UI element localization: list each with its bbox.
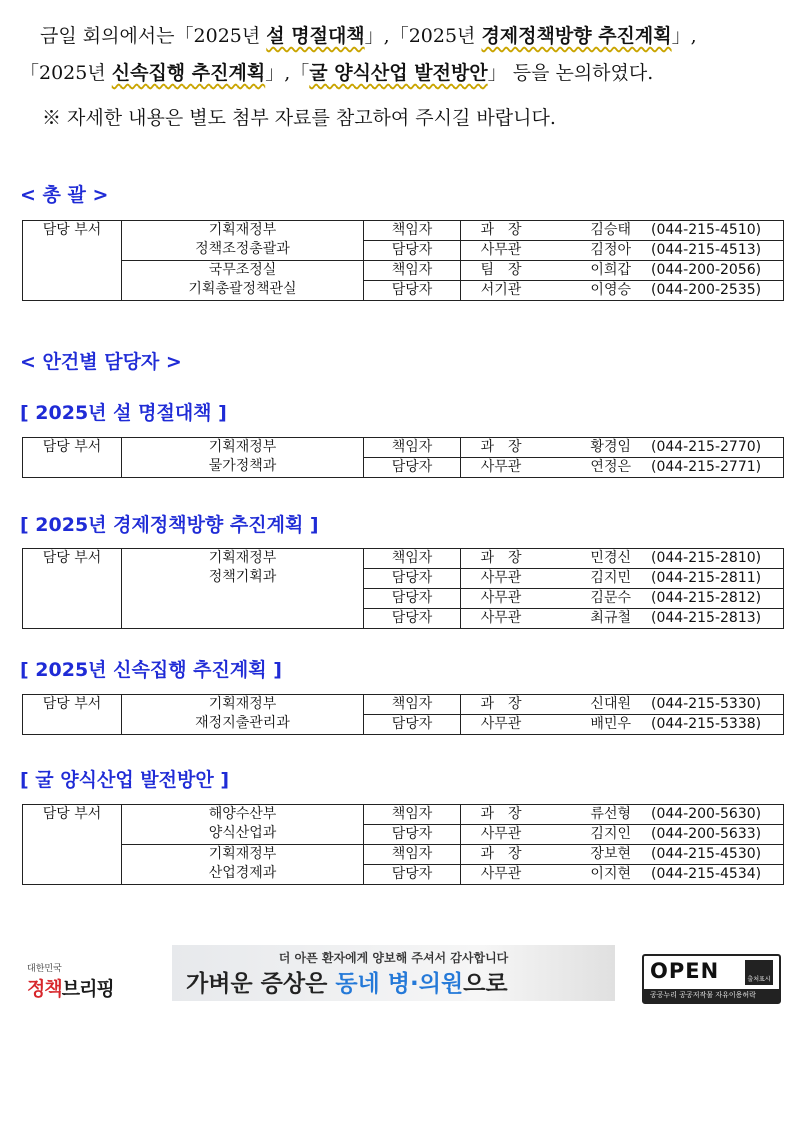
title: 사무관: [480, 570, 522, 586]
text: 」,「: [265, 62, 310, 84]
phone: (044-215-4530): [651, 846, 762, 862]
attribution-label: 출처표시: [747, 976, 771, 983]
agenda-1: 설 명절대책: [266, 25, 365, 47]
banner-subtitle: 더 아픈 환자에게 양보해 주셔서 감사합니다: [278, 951, 509, 965]
title: 팀 장: [480, 262, 522, 278]
phone: (044-215-2813): [651, 610, 762, 626]
phone: (044-215-2771): [651, 459, 762, 475]
heading-section-2: [ 2025년 경제정책방향 추진계획 ]: [20, 514, 319, 536]
phone: (044-215-4510): [651, 222, 762, 238]
name: 이희갑: [590, 262, 631, 278]
text: 「2025년: [20, 62, 112, 84]
title: 과 장: [480, 439, 522, 455]
phone: (044-215-4534): [651, 866, 762, 882]
org-name: 해양수산부: [208, 806, 277, 822]
name: 김문수: [590, 590, 631, 606]
text: 」,: [671, 25, 697, 47]
name: 배민우: [590, 716, 631, 732]
name: 김승태: [590, 222, 631, 238]
title: 사무관: [480, 590, 522, 606]
org-name: 기획재정부: [208, 439, 277, 455]
org-unit: 정책조정총괄과: [195, 241, 290, 257]
title: 과 장: [480, 550, 522, 566]
phone: (044-200-5630): [651, 806, 762, 822]
org-unit: 물가정책과: [208, 458, 277, 474]
title: 사무관: [480, 716, 522, 732]
dept-label: 담당 부서: [23, 438, 122, 478]
overview-table: [22, 220, 784, 301]
title: 사무관: [480, 610, 522, 626]
agenda-4: 굴 양식산업 발전방안: [309, 62, 488, 84]
text: 」,「2025년: [364, 25, 482, 47]
attribution-icon: [745, 960, 773, 985]
role: 담당자: [364, 241, 461, 261]
title: 사무관: [480, 866, 522, 882]
name: 김지인: [590, 826, 631, 842]
contact: [461, 865, 784, 885]
note: ※ 자세한 내용은 별도 첨부 자료를 참고하여 주시길 바랍니다.: [42, 107, 556, 129]
banner-text-c: 으로: [463, 971, 508, 997]
phone: (044-215-5338): [651, 716, 762, 732]
banner-text-b: 동네 병·의원: [335, 971, 464, 997]
role: 담당자: [364, 281, 461, 301]
table-section-2: [22, 548, 784, 629]
table-section-4: [22, 804, 784, 885]
title: 과 장: [480, 846, 522, 862]
dept-label: 담당 부서: [23, 221, 122, 301]
contact: [461, 281, 784, 301]
campaign-banner[interactable]: [172, 945, 615, 1001]
org-cell: [122, 221, 364, 261]
table-section-1: [22, 437, 784, 478]
role: 담당자: [364, 589, 461, 609]
contact: [461, 438, 784, 458]
dept-label: 담당 부서: [23, 695, 122, 735]
intro-line-2: [20, 55, 790, 92]
role: 담당자: [364, 569, 461, 589]
role: 책임자: [364, 261, 461, 281]
phone: (044-215-2810): [651, 550, 762, 566]
logo-small-text: 대한민국: [27, 964, 62, 974]
name: 최규철: [590, 610, 631, 626]
name: 연정은: [590, 459, 631, 475]
title: 사무관: [480, 826, 522, 842]
name: 김정아: [590, 242, 631, 258]
agenda-3: 신속집행 추진계획: [111, 62, 266, 84]
contact: [461, 241, 784, 261]
phone: (044-200-2535): [651, 282, 762, 298]
contact: [461, 589, 784, 609]
title: 서기관: [480, 282, 522, 298]
org-cell: [122, 695, 364, 735]
contact: [461, 609, 784, 629]
banner-title: [186, 965, 508, 998]
phone: (044-215-2770): [651, 439, 762, 455]
org-name: 기획재정부: [208, 550, 277, 566]
intro-line-1: [20, 18, 790, 55]
org-unit: 산업경제과: [208, 865, 277, 881]
role: 책임자: [364, 695, 461, 715]
name: 김지민: [590, 570, 631, 586]
heading-section-3: [ 2025년 신속집행 추진계획 ]: [20, 659, 282, 681]
phone: (044-215-2812): [651, 590, 762, 606]
contact: [461, 825, 784, 845]
contact: [461, 221, 784, 241]
org-name: 기획재정부: [208, 696, 277, 712]
contact: [461, 845, 784, 865]
org-unit: 재정지출관리과: [195, 715, 290, 731]
org-name: 기획재정부: [208, 846, 277, 862]
title: 사무관: [480, 459, 522, 475]
heading-overview: < 총 괄 >: [20, 184, 109, 206]
kogl-open-badge[interactable]: [642, 954, 781, 1004]
org-cell: [122, 845, 364, 885]
agenda-2: 경제정책방향 추진계획: [481, 25, 672, 47]
name: 류선형: [590, 806, 631, 822]
org-name: 국무조정실: [208, 262, 277, 278]
role: 담당자: [364, 865, 461, 885]
name: 민경신: [590, 550, 631, 566]
name: 장보현: [590, 846, 631, 862]
role: 담당자: [364, 715, 461, 735]
contact: [461, 695, 784, 715]
dept-label: 담당 부서: [23, 805, 122, 885]
name: 황경임: [590, 439, 631, 455]
role: 책임자: [364, 438, 461, 458]
title: 사무관: [480, 242, 522, 258]
intro-paragraph: [20, 18, 790, 137]
phone: (044-200-5633): [651, 826, 762, 842]
name: 신대원: [590, 696, 631, 712]
role: 책임자: [364, 845, 461, 865]
contact: [461, 805, 784, 825]
contact: [461, 715, 784, 735]
org-unit: 정책기획과: [208, 569, 277, 585]
org-name: 기획재정부: [208, 222, 277, 238]
text: 」 등을 논의하였다.: [487, 62, 654, 84]
title: 과 장: [480, 806, 522, 822]
org-unit: 양식산업과: [208, 825, 277, 841]
logo-text-b: 브리핑: [61, 978, 114, 1000]
role: 담당자: [364, 458, 461, 478]
open-caption: 공공누리 공공저작물 자유이용허락: [644, 989, 779, 1002]
phone: (044-215-4513): [651, 242, 762, 258]
role: 책임자: [364, 805, 461, 825]
role: 책임자: [364, 221, 461, 241]
table-section-3: [22, 694, 784, 735]
contact: [461, 261, 784, 281]
dept-label: 담당 부서: [23, 549, 122, 629]
banner-text-a: 가벼운 증상은: [186, 971, 336, 997]
name: 이영승: [590, 282, 631, 298]
heading-section-1: [ 2025년 설 명절대책 ]: [20, 402, 227, 424]
heading-section-4: [ 굴 양식산업 발전방안 ]: [20, 769, 230, 791]
footer: [0, 945, 799, 1005]
org-cell: [122, 805, 364, 845]
org-cell: [122, 549, 364, 629]
logo-text-a: 정책: [27, 978, 62, 1000]
contact: [461, 549, 784, 569]
org-cell: [122, 438, 364, 478]
phone: (044-200-2056): [651, 262, 762, 278]
text: 금일 회의에서는「2025년: [40, 25, 267, 47]
contact: [461, 458, 784, 478]
heading-by-item: < 안건별 담당자 >: [20, 351, 182, 373]
open-title: OPEN: [650, 959, 720, 983]
role: 담당자: [364, 609, 461, 629]
phone: (044-215-5330): [651, 696, 762, 712]
role: 담당자: [364, 825, 461, 845]
title: 과 장: [480, 222, 522, 238]
role: 책임자: [364, 549, 461, 569]
contact: [461, 569, 784, 589]
name: 이지현: [590, 866, 631, 882]
title: 과 장: [480, 696, 522, 712]
phone: (044-215-2811): [651, 570, 762, 586]
org-cell: [122, 261, 364, 301]
policy-briefing-logo[interactable]: [27, 961, 114, 1001]
org-unit: 기획총괄정책관실: [188, 281, 297, 297]
